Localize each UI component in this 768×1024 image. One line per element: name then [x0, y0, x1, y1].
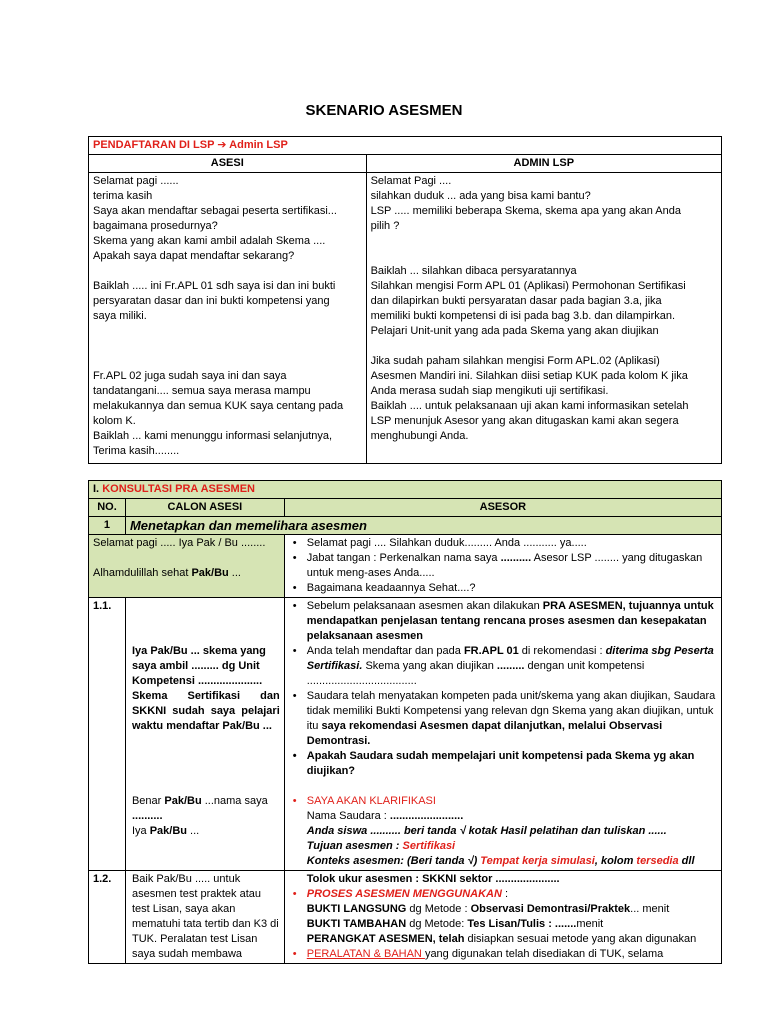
- tujuan-line: Tujuan asesmen : Sertifikasi: [306, 840, 456, 852]
- dialogue-line: Fr.APL 02 juga sudah saya ini dan saya: [93, 370, 287, 382]
- dialogue-line: LSP ..... memiliki beberapa Skema, skema apa yang akan Anda: [370, 205, 681, 217]
- bukti-tambahan-line: BUKTI TAMBAHAN dg Metode: Tes Lisan/Tulis : .......menit: [306, 918, 604, 930]
- dialogue-line: silahkan duduk ... ada yang bisa kami bantu?: [370, 190, 591, 202]
- list-item: • Sebelum pelaksanaan asesmen akan dilakukan PRA ASESMEN, tujuannya untuk mendapatkan penjelasan tentang rencana proses asesmen dan kesepakatan pelaksanaan asesmen: [307, 599, 717, 644]
- admin-block-1: [371, 174, 717, 234]
- dialogue-line: Selamat pagi ......: [93, 175, 179, 187]
- dialogue-line: Asesmen Mandiri ini. Silahkan diisi setiap KUK pada kolom K jika: [370, 370, 688, 382]
- dialogue-line: dan dilapirkan bukti persyaratan dasar pada bagian 3.a, jika: [370, 295, 662, 307]
- nama-line: Nama Saudara : ........................: [306, 810, 464, 822]
- list-item: • PERALATAN & BAHAN yang digunakan telah disediakan di TUK, selama: [307, 947, 717, 962]
- dialogue-line: Silahkan mengisi Form APL 01 (Aplikasi) Permohonan Sertifikasi: [370, 280, 686, 292]
- dialogue-line: saya miliki.: [93, 310, 147, 322]
- list-item: • SAYA AKAN KLARIFIKASI: [307, 794, 717, 809]
- dialogue-line: menghubungi Anda.: [370, 430, 469, 442]
- calon-text: Iya Pak/Bu ... skema yang saya ambil ......... dg Unit Kompetensi .....................: [131, 645, 266, 687]
- list-item: • PROSES ASESMEN MENGGUNAKAN :: [307, 887, 717, 902]
- asesor-response-1-1: [284, 598, 721, 871]
- pendaftaran-header: [89, 137, 722, 155]
- list-item: • Selamat pagi .... Silahkan duduk......... Anda ........... ya.....: [307, 536, 717, 551]
- dialogue-line: Terima kasih........: [93, 445, 180, 457]
- arrow-right-icon: ➔: [217, 139, 227, 151]
- dialogue-line: kolom K.: [93, 415, 136, 427]
- asesi-block-2: [93, 279, 362, 324]
- asesi-block-3: [93, 369, 362, 459]
- section-number: I.: [93, 483, 100, 495]
- pendaftaran-header-text: PENDAFTARAN DI LSP: [93, 139, 215, 151]
- calon-response-1-2: [125, 871, 284, 964]
- dialogue-line: Baiklah ..... ini Fr.APL 01 sdh saya isi dan ini bukti: [93, 280, 336, 292]
- bukti-langsung-line: BUKTI LANGSUNG dg Metode : Observasi Demontrasi/Praktek... menit: [306, 903, 670, 915]
- list-item: • Apakah Saudara sudah mempelajari unit kompetensi pada Skema yg akan diujikan?: [307, 749, 717, 779]
- asesi-block-1: [93, 174, 362, 264]
- greeting-calon: [89, 535, 285, 598]
- konteks-line: Konteks asesmen: (Beri tanda √) Tempat kerja simulasi, kolom tersedia dll: [306, 855, 695, 867]
- calon-text: Benar Pak/Bu ...nama saya: [131, 795, 268, 807]
- greeting-asesor: [284, 535, 721, 598]
- dialogue-line: tandatangani.... semua saya merasa mampu: [93, 385, 311, 397]
- dialogue-line: Skema yang akan kami ambil adalah Skema ....: [93, 235, 326, 247]
- dialogue-line: Baiklah ... kami menunggu informasi selanjutnya,: [93, 430, 333, 442]
- dialogue-line: melakukannya dan semua KUK saya centang pada: [93, 400, 344, 412]
- dialogue-line: persyaratan dasar dan ini bukti kompetensi yang: [93, 295, 330, 307]
- asesi-dialogue: [89, 173, 367, 464]
- admin-dialogue: [366, 173, 721, 464]
- calon-text: Skema Sertifikasi dan SKKNI sudah saya pelajari waktu mendaftar Pak/Bu ...: [131, 690, 280, 732]
- col-header-calon: CALON ASESI: [125, 499, 284, 517]
- col-header-no: NO.: [89, 499, 126, 517]
- tolok-line: Tolok ukur asesmen : SKKNI sektor .....................: [306, 873, 560, 885]
- greeting-line: Selamat pagi ..... Iya Pak / Bu ........: [93, 537, 266, 549]
- dialogue-line: pilih ?: [370, 220, 400, 232]
- row-number: 1: [89, 517, 126, 535]
- pendaftaran-table: [88, 136, 722, 464]
- col-header-admin: ADMIN LSP: [366, 155, 721, 173]
- col-header-asesi: ASESI: [89, 155, 367, 173]
- dialogue-line: terima kasih: [93, 190, 153, 202]
- admin-block-3: [371, 354, 717, 444]
- konsultasi-header: [89, 481, 722, 499]
- dialogue-line: Jika sudah paham silahkan mengisi Form APL.02 (Aplikasi): [370, 355, 660, 367]
- anda-siswa-line: Anda siswa .......... beri tanda √ kotak Hasil pelatihan dan tuliskan ......: [306, 825, 667, 837]
- pendaftaran-header-target: Admin LSP: [229, 139, 288, 151]
- dialogue-line: Anda merasa sudah siap mengikuti uji sertifikasi.: [370, 385, 609, 397]
- list-item: • Jabat tangan : Perkenalkan nama saya .......... Asesor LSP ........ yang ditugaskan untuk meng-ases Anda.....: [307, 551, 717, 581]
- calon-text: Iya Pak/Bu ...: [131, 825, 200, 837]
- list-item: • Anda telah mendaftar dan pada FR.APL 01 di rekomendasi : diterima sbg Peserta Sertifikasi. Skema yang akan diujikan ......... dengan unit kompetensi ....................................: [307, 644, 717, 689]
- dialogue-line: Pelajari Unit-unit yang ada pada Skema yang akan diujikan: [370, 325, 659, 337]
- dialogue-line: LSP menunjuk Asesor yang akan ditugaskan kami akan segera: [370, 415, 679, 427]
- section-title: KONSULTASI PRA ASESMEN: [102, 483, 255, 495]
- dialogue-line: Baiklah ... silahkan dibaca persyaratannya: [370, 265, 577, 277]
- calon-text: Baik Pak/Bu ..... untuk asesmen test praktek atau test Lisan, saya akan mematuhi tata tertib dan K3 di TUK. Peralatan test Lisan saya sudah membawa: [131, 873, 279, 960]
- dialogue-line: memiliki bukti kompetensi di isi pada bag 3.b. dan dilampirkan.: [370, 310, 676, 322]
- admin-block-2: [371, 264, 717, 339]
- dialogue-line: Baiklah .... untuk pelaksanaan uji akan kami informasikan setelah: [370, 400, 689, 412]
- calon-response-1-1: [125, 598, 284, 871]
- row-number: 1.2.: [89, 871, 126, 964]
- list-item: • Saudara telah menyatakan kompeten pada unit/skema yang akan diujikan, Saudara tidak memiliki Bukti Kompetensi yang relevan dgn Skema yang akan diujikan, untuk itu saya rekomendasi Asesmen dapat dilanjutkan, melalui Observasi Demontrasi.: [307, 689, 717, 749]
- dialogue-line: bagaimana prosedurnya?: [93, 220, 218, 232]
- col-header-asesor: ASESOR: [284, 499, 721, 517]
- row-title: Menetapkan dan memelihara asesmen: [125, 517, 721, 535]
- greeting-line: Alhamdulillah sehat Pak/Bu ...: [93, 567, 241, 579]
- dialogue-line: Selamat Pagi ....: [370, 175, 452, 187]
- asesor-response-1-2: [284, 871, 721, 964]
- konsultasi-table: [88, 480, 722, 964]
- perangkat-line: PERANGKAT ASESMEN, telah disiapkan sesuai metode yang akan digunakan: [306, 933, 697, 945]
- row-number: 1.1.: [89, 598, 126, 871]
- dialogue-line: Saya akan mendaftar sebagai peserta sertifikasi...: [93, 205, 337, 217]
- list-item: • Bagaimana keadaannya Sehat....?: [307, 581, 717, 596]
- calon-text: ..........: [131, 810, 163, 822]
- page-title: SKENARIO ASESMEN: [305, 102, 463, 119]
- dialogue-line: Apakah saya dapat mendaftar sekarang?: [93, 250, 295, 262]
